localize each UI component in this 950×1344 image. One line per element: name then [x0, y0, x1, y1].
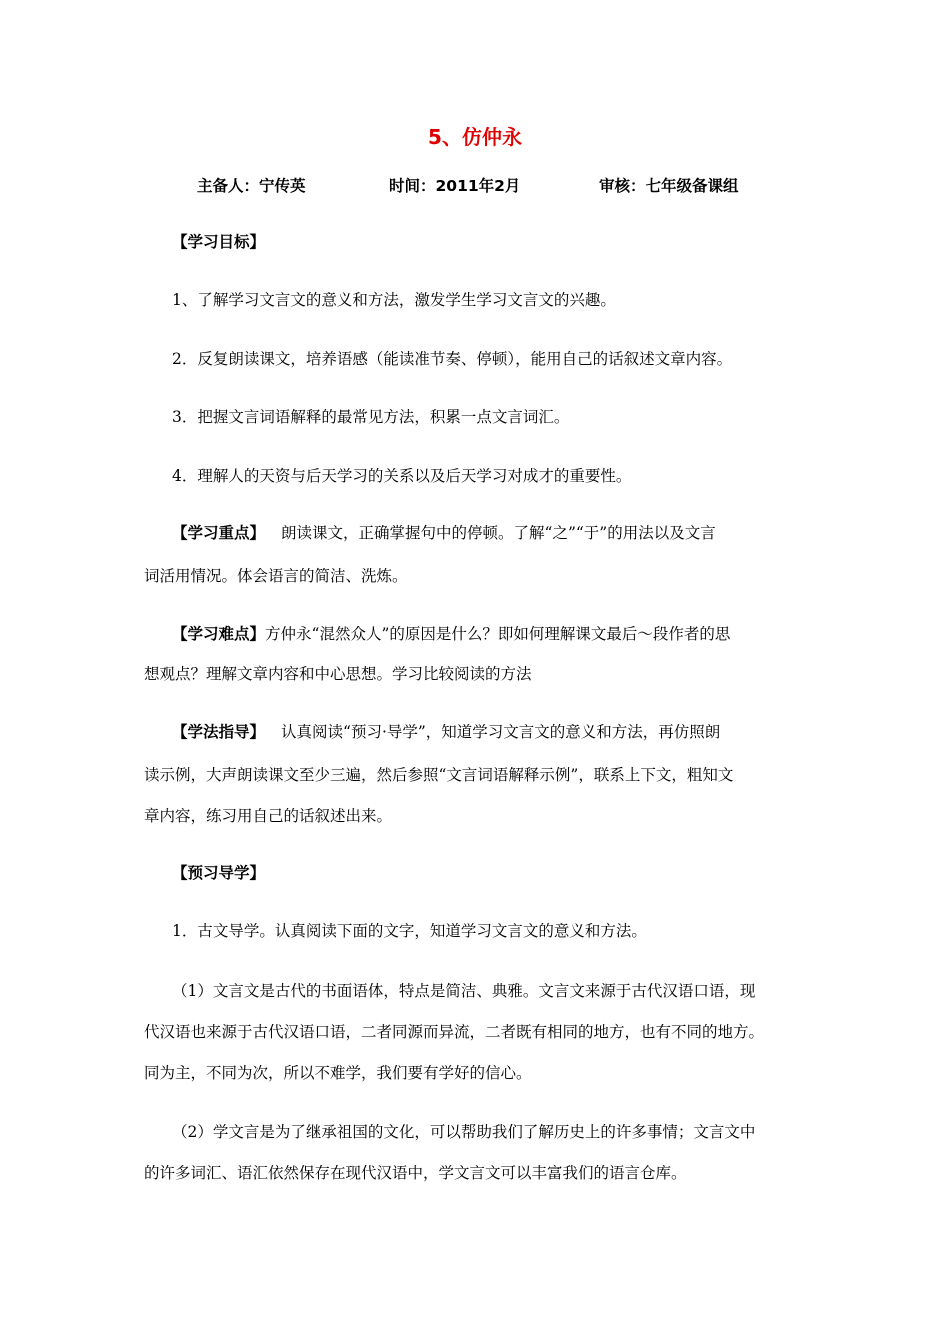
difficulties-line [172, 624, 730, 644]
key-points-text: 朗读课文，正确掌握句中的停顿。了解“之”“于”的用法以及文言 [281, 524, 716, 542]
meta-author: 主备人：宁传英 [197, 177, 306, 195]
method-line [172, 722, 720, 742]
key-points-heading: 【学习重点】 [172, 524, 266, 542]
difficulties-heading: 【学习难点】 [172, 625, 266, 643]
method-line-2: 读示例，大声朗读课文至少三遍，然后参照“文言词语解释示例”，联系上下文，粗知文 [144, 766, 734, 784]
objective-item: 3．把握文言词语解释的最常见方法，积累一点文言词汇。 [172, 408, 570, 426]
document-title: 5、仿仲永 [428, 125, 522, 149]
preview-paragraph-2-line: 的许多词汇、语汇依然保存在现代汉语中，学文言文可以丰富我们的语言仓库。 [144, 1164, 687, 1182]
meta-review: 审核：七年级备课组 [599, 177, 739, 195]
method-heading: 【学法指导】 [172, 723, 266, 741]
preview-item-1: 1．古文导学。认真阅读下面的文字，知道学习文言文的意义和方法。 [172, 922, 647, 940]
preview-paragraph-1-line: 代汉语也来源于古代汉语口语，二者同源而异流，二者既有相同的地方，也有不同的地方。 [144, 1023, 765, 1041]
objective-item: 4．理解人的天资与后天学习的关系以及后天学习对成才的重要性。 [172, 467, 632, 485]
preview-paragraph-1-line: （1）文言文是古代的书面语体，特点是简洁、典雅。文言文来源于古代汉语口语，现 [172, 982, 756, 1000]
method-text: 认真阅读“预习·导学”，知道学习文言文的意义和方法，再仿照朗 [281, 723, 721, 741]
difficulties-line-2: 想观点？理解文章内容和中心思想。学习比较阅读的方法 [144, 665, 532, 683]
objective-item: 2．反复朗读课文，培养语感（能读准节奏、停顿），能用自己的话叙述文章内容。 [172, 350, 733, 368]
preview-paragraph-2-line: （2）学文言是为了继承祖国的文化，可以帮助我们了解历史上的许多事情；文言文中 [172, 1123, 756, 1141]
objective-item: 1、了解学习文言文的意义和方法，激发学生学习文言文的兴趣。 [172, 291, 616, 309]
method-line-3: 章内容，练习用自己的话叙述出来。 [144, 807, 393, 825]
key-points-line [172, 523, 716, 543]
objectives-heading: 【学习目标】 [172, 233, 266, 251]
preview-paragraph-1-line: 同为主，不同为次，所以不难学，我们要有学好的信心。 [144, 1064, 532, 1082]
preview-heading: 【预习导学】 [172, 864, 266, 882]
meta-time: 时间：2011年2月 [389, 177, 521, 195]
key-points-line-2: 词活用情况。体会语言的简洁、洗炼。 [144, 567, 408, 585]
difficulties-text: 方仲永“混然众人”的原因是什么？即如何理解课文最后～段作者的思 [265, 625, 731, 643]
